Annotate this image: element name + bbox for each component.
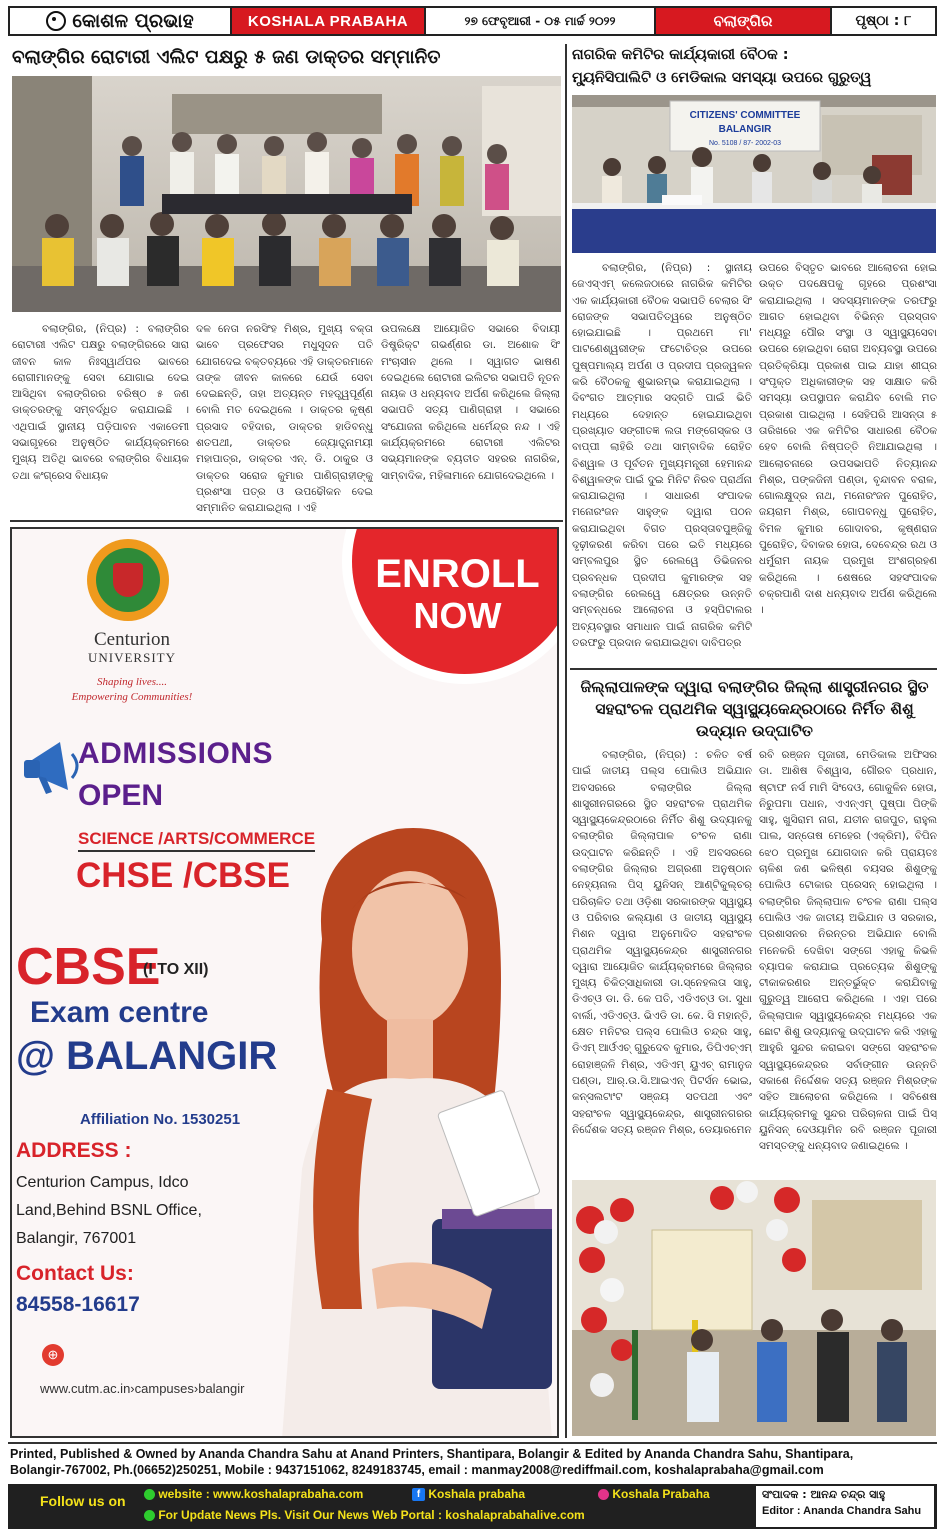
streams-text: SCIENCE /ARTS/COMMERCE — [78, 829, 315, 852]
university-word: UNIVERSITY — [88, 650, 176, 665]
globe-icon: ⊕ — [42, 1344, 64, 1366]
address-line-2: Land,Behind BSNL Office, — [16, 1202, 202, 1219]
story1-headline: ବଲାଙ୍ଗିର ରୋଟାରୀ ଏଲିଟ ପକ୍ଷରୁ ୫ ଜଣ ଡାକ୍ତର ସମ୍ମାନିତ — [12, 47, 441, 68]
banner-subtitle: BALANGIR — [718, 124, 772, 135]
imprint — [10, 1446, 935, 1478]
footer-facebook-row — [412, 1487, 525, 1501]
imprint-line-2: Bolangir-767002, Ph.(06652)250251, Mobile : 9437151062, 8249183745, email : manmay2008@rediffmail.com, koshalaprabaha@gmail.com — [10, 1463, 824, 1477]
masthead-logo-icon — [46, 11, 66, 31]
editor-box — [756, 1486, 934, 1527]
affiliation-number: Affiliation No. 1530251 — [80, 1111, 241, 1128]
address-line-1: Centurion Campus, Idco — [16, 1174, 189, 1191]
boards-text: CHSE /CBSE — [76, 856, 290, 895]
banner-title: CITIZENS' COMMITTEE — [689, 110, 801, 121]
story1-column-3: ଉପଲକ୍ଷେ ଆୟୋଜିତ ସଭାରେ ବିଦାୟୀ ଡିଷ୍ଟ୍ରିକ୍ଟ ଗଭର୍ଣ୍ଣର ଡା. ଅଶୋକ ସିଂ ମଂଚାସୀନ ଥିଲେ । ସ୍ୱାଗତ ଭାଷଣ ଦେଇଥିଲେ ରୋଟାରୀ ଇଲିଟର ସଭାପତି ନୂତନ ନାୟକ ଓ ଧନ୍ୟବାଦ ଅର୍ପଣ କରିଥିଲେ ଜିଲ୍ଲା ସଭାପତି ସତ୍ୟ ପାଣିଗ୍ରାହୀ । ସଭାରେ ସଂଯୋଜନା କରିଥିଲେ ଧର୍ମେନ୍ଦ୍ର ନନ୍ଦ । ଏହି କାର୍ଯ୍ୟକ୍ରମରେ ରୋଟାରୀ ଏଲିଟର ସଭ୍ୟମାନଙ୍କ ବ୍ୟତୀତ ସହରର ନାଗରିକ, ସାମ୍ବାଦିକ, ମହିଳାମାନେ ଯୋଗଦେଇଥିଲେ । — [381, 323, 560, 482]
cbse-text: CBSE — [16, 938, 161, 996]
issue-date: ୨୭ ଫେବୃଆରୀ - ୦୫ ମାର୍ଚ୍ଚ ୨୦୨୨ — [426, 8, 656, 34]
imprint-line-1: Printed, Published & Owned by Ananda Chandra Sahu at Anand Printers, Shantipara, Bolangir & Edited by Ananda Chandra Sahu, Shantipara, — [10, 1447, 854, 1461]
address-line-3: Balangir, 767001 — [16, 1230, 137, 1247]
masthead — [8, 6, 937, 36]
editor-odia: ସଂପାଦକ : ଆନନ୍ଦ ଚନ୍ଦ୍ର ସାହୁ — [762, 1488, 886, 1501]
footer-instagram[interactable]: Koshala Prabaha — [612, 1487, 710, 1501]
enroll-text: ENROLL — [375, 552, 540, 596]
story3-column-1: ବଲାଙ୍ଗିର, (ନିପ୍ର) : ଚଳିତ ବର୍ଷ ପାଇଁ ଜାତୀୟ ପଲ୍ସ ପୋଲିଓ ଅଭିଯାନ ଅବସରରେ ବଲାଙ୍ଗିର ଜିଲ୍ଲା ଶାସ୍ତ୍ରୀନଗରରେ ସ୍ଥିତ ସହରାଂଚଳ ପ୍ରାଥମିକ ସ୍ୱାସ୍ଥ୍ୟକେନ୍ଦ୍ରଠାରେ ନିର୍ମିତ ଶିଶୁ ଉଦ୍ୟାନକୁ ବଲାଙ୍ଗିର ଜିଲ୍ଲାପାଳ ଚଂଚଳ ରାଣା ଉଦ୍‌ଘାଟନ କରିଛନ୍ତି । ଏହି ଅବସରରେ ବଲାଙ୍ଗିର ଜିଲ୍ଲାର ଅଗ୍ରଣୀ ଅନୁଷ୍ଠାନ ନେହ୍ୟନାଲ ପିସ୍ ୟୁନିସନ୍ ଆଣ୍ଟିକୁଲ୍ଚର୍ ପରିଚାଳିତ ତଥା ଓଡ଼ିଶା ସରକାରଙ୍କ ସ୍ୱାସ୍ଥ୍ୟ ଓ ପରିବାର କଲ୍ୟାଣ ଓ ଜାତୀୟ ସ୍ୱାସ୍ଥ୍ୟ ମିଶନ ଦ୍ୱାରା ଅନୁମୋଦିତ ସହରାଂଚଳ ପ୍ରାଥମିକ ସ୍ୱାସ୍ଥ୍ୟକେନ୍ଦ୍ର ଶାସ୍ତ୍ରୀନଗର ଦ୍ୱାରା ଆୟୋଜିତ କାର୍ଯ୍ୟକ୍ରମରେ ଜିଲ୍ଲାର ମୁଖ୍ୟ ଚିକିତ୍ସାଧିକାରୀ ଡା.ସ୍ନେହଲତା ସାହୁ, ଡିଏଚ୍ଓ ଡା. ଡି. କେ ପତି, ଏଡିଏଚ୍ଓ ଡା. ସୁଧା ବାର୍ଲା, ଏଡିଏଚ୍ଓ. ଭିଏଡି ଡା. କେ. ସି ମହାନ୍ତି, କ୍ଷେତ ମନିଟର ପଲ୍ସ ପୋଲିଓ ଚନ୍ଦ୍ର ସାହୁ, ଡିଏମ୍ ଆର୍ଓଏଚ୍ ଗୁରୁଦେବ କୁମାର, ଡିପିଏଚ୍ଏମ୍ ରୋହାଞ୍ଜଳି ମିଶ୍ର, ଏଡିଏମ୍ ୟୁଏଚ୍ ରାମାନୁଜ ପଣ୍ଡା, ଆର୍.ଉ.ସି.ଆଇଏନ୍ ପିଟର୍ସନ ଭୋଇ, କନ୍ସଲଟାଂଟ ସଞ୍ଜୟ ସତପଥୀ ଏବଂ ସହରାଂଚଳ ସ୍ୱାସ୍ଥ୍ୟକେନ୍ଦ୍ର, ଶାସ୍ତ୍ରୀନଗରର ନିର୍ଦ୍ଦେଶକ ସତ୍ୟ ରଞ୍ଜନ ମିଶ୍ର, ଡେୟାରମେନ — [572, 749, 752, 1136]
story2-headline-line2: ମ୍ୟୁନିସିପାଲିଟି ଓ ମେଡିକାଲ ସମସ୍ୟା ଉପରେ ଗୁରୁତ୍ୱ — [572, 70, 872, 86]
story1-column-2: ଦଳ ନେତା ନରସିଂହ ମିଶ୍ର, ମୁଖ୍ୟ ବକ୍ତା ଭାବେ ପ୍ରଫେସର ମଧୁସୂଦନ ପତି ଯୋଗଦେଇ ବକ୍ତବ୍ୟରେ ଏହି ଡାକ୍ତରମାନେ ତାଙ୍କ ଜୀବନ କାଳରେ ଯେଉଁ ସେବା ଦେଇଛନ୍ତି, ତାହା ଅତ୍ୟନ୍ତ ମହତ୍ତ୍ୱପୂର୍ଣ୍ଣ ବୋଲି ମତ ଦେଇଥିଲେ । ଡାକ୍ତର କୃଷ୍ଣ ପ୍ରସାଦ ବହିଦାର, ଡାକ୍ତର ହାଡିବନ୍ଧୁ ଶତପଥୀ, ଡାକ୍ତର ଜ୍ୟୋତ୍ସ୍ନାମୟୀ ମହାପାତ୍ର, ଡାକ୍ତର ଏନ୍. ଡି. ଠାକୁର ଓ ଡାକ୍ତର ସରୋଜ କୁମାର ପାଣିଗ୍ରାହୀଙ୍କୁ ପ୍ରଶଂସା ପତ୍ର ଓ ଉପଢୌକନ ଦେଇ ସମ୍ମାନିତ କରାଯାଇଥିଲା । ଏହି — [196, 323, 373, 515]
story1-column-1: ବଲାଙ୍ଗିର, (ନିପ୍ର) : ବଲାଙ୍ଗିର ରୋଟାରୀ ଏଲିଟ ପକ୍ଷରୁ ବଲାଙ୍ଗିରରେ ସାରା ଜୀବନ କାଳ ନିଃସ୍ୱାର୍ଥପର ଭାବରେ ରୋଗୀମାନଙ୍କୁ ସେବା ଯୋଗାଇ ଦେଇ ଆସିଥିବା ବଲାଙ୍ଗିରର ବରିଷ୍ଠ ୫ ଜଣ ଡାକ୍ତରଙ୍କୁ ସମ୍ବର୍ଦ୍ଧିତ କରାଯାଇଛି । ଏଥିପାଇଁ ସ୍ଥାନୀୟ ପଡ଼ିପାବନ ଏକାଡେମୀ ସଭାଗୃହରେ ଅନୁଷ୍ଠିତ କାର୍ଯ୍ୟକ୍ରମରେ ମୁଖ୍ୟ ଅତିଥି ଭାବରେ ବଲାଙ୍ଗିର ବିଧାୟକ ତଥା କଂଗ୍ରେସ ବିଧାୟକ — [12, 323, 189, 482]
website-dot-icon — [144, 1489, 155, 1500]
follow-label: Follow us on — [40, 1493, 126, 1509]
banner-number: No. 5108 / 87- 2002-03 — [709, 140, 781, 147]
story2-photo — [572, 95, 936, 253]
university-name: Centurion — [94, 629, 170, 650]
paper-name-odia: କୋଶଳ ପ୍ରଭାହ — [72, 10, 194, 32]
story2-headline-line1: ନାଗରିକ କମିଟିର କାର୍ଯ୍ୟକାରୀ ବୈଠକ : — [572, 47, 789, 63]
tagline-1: Shaping lives.... — [97, 676, 167, 688]
megaphone-icon — [20, 732, 85, 802]
enroll-now-text: NOW — [413, 595, 502, 636]
instagram-icon — [598, 1489, 609, 1500]
column-divider — [565, 44, 567, 1438]
portal-dot-icon — [144, 1510, 155, 1521]
open-text: OPEN — [78, 779, 164, 812]
story3-photo — [572, 1180, 936, 1436]
story3-headline: ଜିଲ୍ଲାପାଳଙ୍କ ଦ୍ୱାରା ବଲାଙ୍ଗିର ଜିଲ୍ଲା ଶାସ୍ତ୍ରୀନଗର ସ୍ଥିତ ସହରାଂଚଳ ପ୍ରାଥମିକ ସ୍ୱାସ୍ଥ୍ୟକେନ୍ଦ୍ରଠାରେ ନିର୍ମିତ ଶିଶୁ ଉଦ୍ୟାନ ଉଦ୍‌ଘାଟିତ — [580, 678, 929, 740]
balangir-text: @ BALANGIR — [16, 1034, 278, 1078]
editor-english: Editor : Ananda Chandra Sahu — [762, 1505, 922, 1517]
story2-divider — [570, 668, 937, 670]
edition-place: ବଲାଙ୍ଗିର — [656, 8, 832, 34]
footer-divider — [8, 1442, 937, 1444]
student-image — [282, 789, 559, 1438]
exam-centre-text: Exam centre — [30, 996, 209, 1029]
footer-website[interactable]: website : www.koshalaprabaha.com — [158, 1487, 364, 1501]
ad-website[interactable]: www.cutm.ac.in›campuses›balangir — [40, 1381, 245, 1396]
story2-column-1: ବଲାଙ୍ଗିର, (ନିପ୍ର) : ସ୍ଥାନୀୟ ଜେଏସ୍ଏମ୍ କଲେଜଠାରେ ନାଗରିକ କମିଟିର ଏକ କାର୍ଯ୍ୟକାରୀ ବୈଠକ ସଭାପତି ବେଲାର ସିଂ ରୋଜଙ୍କ ସଭାପତିତ୍ୱରେ ଅନୁଷ୍ଠିତ ହୋଇଯାଇଛି । ପ୍ରଥମେ ମା' ପାଟଣେଶ୍ୱରୀଙ୍କ ଫଟୋଚିତ୍ର ଉପରେ ପୁଷ୍ପମାଲ୍ୟ ଅର୍ପଣ ଓ ପ୍ରଦୀପ ପ୍ରଜ୍ୱଳନ କରି ବୈଠକକୁ ଶୁଭାରମ୍ଭ କରାଯାଇଥିଲା । ଦିବଂଗତ ଆତ୍ମାର ସଦ୍‌ଗତି ପାଇଁ ଭିତି ମଧ୍ୟରେ ଦେହାନ୍ତ ହୋଇଯାଇଥିବା ପ୍ରଖ୍ୟାତ ସଙ୍ଗୀତଜ୍ଞ ଲତା ମଙ୍ଗେସ୍କର ଓ ବାପ୍ପୀ ଲାହିରି ତଥା ସାମ୍ବାଦିକ ରୋହିତ ବିଶ୍ୱାଳ ଓ ପୂର୍ବତନ ମୁଖ୍ୟମନ୍ତ୍ରୀ ହେମାନନ୍ଦ ବିଶ୍ୱାଳଙ୍କ ପାଇଁ ଦୁଇ ମିନିଟ ନିରବ ପ୍ରାର୍ଥନା କରାଯାଇଥିଲା । ସାଧାରଣ ସଂପାଦକ ମନୋରଂଜନ ସାହୁଙ୍କ ଦ୍ୱାରା ପଠନ କରାଯାଇଥିବା ବିଗତ ପ୍ରସ୍ତାବପୁଞ୍ଜିକୁ ଦୃଢ଼ୀକରଣ କରିବା ପରେ ଇତି ମଧ୍ୟରେ ସମ୍ବଲପୁର ସ୍ଥିତ ରେଲୱେ ଡିଭିଜନର ପ୍ରବନ୍ଧକ ପ୍ରଦୀପ କୁମାରଙ୍କ ସହ ବଲାଙ୍ଗିର ରେଲୱେ କ୍ଷେତ୍ରର ଉନ୍ନତି ସମ୍ବନ୍ଧରେ ଆଲୋଚନା ଓ ହସ୍ପିଟାଲର ଅବ୍ୟବସ୍ଥାର ସମାଧାନ ପାଇଁ ନାଗରିକ କମିଟି ତରଫରୁ ପ୍ରଦାନ କରାଯାଇଥିବା ଦାବିପତ୍ର — [572, 262, 752, 649]
story1-divider — [10, 520, 563, 522]
address-heading: ADDRESS : — [16, 1139, 132, 1162]
footer-portal-row — [144, 1508, 585, 1522]
tagline-2: Empowering Communities! — [71, 691, 193, 703]
university-seal — [87, 539, 169, 621]
masthead-logo — [10, 8, 232, 34]
contact-heading: Contact Us: — [16, 1262, 134, 1285]
advertisement — [10, 527, 559, 1438]
footer-facebook[interactable]: Koshala prabaha — [428, 1487, 526, 1501]
story3-column-2: ରବି ରଞ୍ଜନ ପୂଜାରୀ, ମେଡିକାଲ ଅଫିସର ଡା. ଆଶିଷ ବିଶ୍ୱାସ, ଗୌରବ ପ୍ରଧାନ, ଷ୍ଟାଫ ନର୍ସ ମାମି ସିଂଦେଓ, ଗୋକୁଳିନ ହୋତା, ନିରୁପମା ପଧାନ, ଏଏନ୍ଏମ୍ ପୁଷ୍ପା ପିଙ୍କି ସାହୁ, ଖୁସିରାମ ନାଗ, ଯତୀନ ରାଜପୁତ, ରାହୁଲ ପାଲ, ସନ୍ତୋଷ ମେହେର (ଏକ୍ରିମ), ବିପିନ ଝେଠ ପ୍ରମୁଖ ଯୋଗଦାନ କରି ପ୍ରାୟତଃ ଚାଳିଶ ଜଣ ଭଳିଷ୍ଣ ବୟସର ଶିଶୁଙ୍କୁ ପୋଲିଓ ଟୋକାର ପ୍ରେସନ୍ ହୋଇଥିଲା । ବଲାଙ୍ଗିର ଜିଲ୍ଲାପାଳ ଚଂଚଳ ରାଣା ପଲ୍ସ ପୋଲିଓ ଏକ ଜାତୀୟ ଅଭିଯାନ ଓ ସରକାର, ପ୍ରଶାସନର ନିରନ୍ତର ଅଭିଯାନ ବୋଲି ମନେକରି ଦେଖିବା ସଙ୍ଗେ ଏହାକୁ କିଭଳି ବ୍ୟାପକ କରାଯାଇ ପ୍ରତ୍ୟେକ ଶିଶୁଙ୍କୁ ଟୀକାକରଣର ଅନ୍ତର୍ଭୁକ୍ତ କରାଯିବାକୁ ଗୁରୁତ୍ୱ ଆରୋପ କରିଥିଲେ । ଏହା ପରେ ଜିଲ୍ଲାପାଳ ସ୍ୱାସ୍ଥ୍ୟକେନ୍ଦ୍ର ମଧ୍ୟରେ ଏକ ଛୋଟ ଶିଶୁ ଉଦ୍ୟାନକୁ ଉଦ୍‌ଘାଟନ କରି ଏହାକୁ ଆହୁରି ସୁନ୍ଦର କରାଇବା ସଙ୍ଗେ ସହରାଂଚଳ ସ୍ୱାସ୍ଥ୍ୟକେନ୍ଦ୍ରର ସର୍ବାଙ୍ଗୀନ ଉନ୍ନତି ସକାଶେ ନିର୍ଦ୍ଦେଶକ ସତ୍ୟ ରଞ୍ଜନ ମିଶ୍ରଙ୍କ ସହିତ ଆଲୋଚନା କରିଥିଲେ । ସବିଶେଷ କାର୍ଯ୍ୟକ୍ରମକୁ ସୁନ୍ଦର ପରିଚାଳନା ପାଇଁ ପିସ୍ ୟୁନିସନ୍ ଦେଓୟାମିନ ରବି ରଞ୍ଜନ ପୂଜାରୀ ସମସ୍ତଙ୍କୁ ଧନ୍ୟବାଦ ଜଣାଇଥିଲେ । — [759, 749, 937, 1153]
footer-instagram-row — [598, 1487, 710, 1501]
admissions-text: ADMISSIONS — [78, 737, 274, 770]
cbse-range: (I TO XII) — [143, 961, 209, 978]
paper-name-english: KOSHALA PRABAHA — [232, 8, 426, 34]
page-number: ପୃଷ୍ଠା : ୮ — [855, 13, 912, 29]
footer-portal[interactable]: For Update News Pls. Visit Our News Web Portal : koshalaprabahalive.com — [158, 1508, 585, 1522]
address-block — [16, 1169, 202, 1253]
footer-website-row — [144, 1487, 363, 1501]
facebook-icon: f — [412, 1488, 425, 1501]
story1-photo — [12, 76, 561, 312]
story2-column-2: ଉପରେ ବିସ୍ତୃତ ଭାବରେ ଆଲୋଚନା ହୋଇ ଉକ୍ତ ପଦକ୍ଷେପକୁ ଗୃହରେ ପ୍ରଶଂସା କରାଯାଇଥିଲା । ସଦସ୍ୟମାନଙ୍କ ତରଫରୁ ଆଗତ ହୋଇଥିବା ବିଭିନ୍ନ ପ୍ରସ୍ତାବ ମଧ୍ୟରୁ ପୌର ସଂସ୍ଥା ଓ ସ୍ୱାସ୍ଥ୍ୟସେବା ଉପରେ ହୋଇଥିବା ରୋଗ ଅବ୍ୟବସ୍ଥା ଉପରେ ପ୍ରତିକ୍ରିୟା ପ୍ରକାଶ ପାଇ ଯାହା ଶୀଘ୍ର ସଂପୃକ୍ତ ଅଧିକାରୀଙ୍କ ସହ ସାକ୍ଷାତ କରି ସମସ୍ୟା ଉପସ୍ଥାପନ କରାଯିବ ବୋଲି ମତ ପ୍ରକାଶ ପାଇଥିଲା । ସେହିପରି ଆସନ୍ତା ୫ ତାରିଖରେ ଏକ କମିଟିର ସାଧାରଣ ବୈଠକ ହେବ ବୋଲି ନିଷ୍ପତ୍ତି ନିଆଯାଇଥିଲା । ଆଲୋଚନାରେ ଉପସଭାପତି ନିତ୍ୟାନନ୍ଦ ମିଶ୍ର, ପଙ୍କଜିନୀ ପଣ୍ଡା, ବୃନ୍ଦାବନ ବରାଳ, ଗୋଲକ୍ଷୁଦ୍ର ନାଥ, ମନୋରଂଜନ ପୁରୋହିତ, ଜୟରାମ ମିଶ୍ର, ଗୋପବନ୍ଧୁ ପୁରୋହିତ, ବିମଳ କୁମାର ଗୋଦାବର, କୃଷ୍ଣରାଜ ପୁରୋହିତ, ଦିବାକର ହୋତା, ଦେବେନ୍ଦ୍ର ରଥ ଓ ଧର୍ମୁରାମ ନାୟକ ପ୍ରମୁଖ ଅଂଶଗ୍ରହଣ କରିଥିଲେ । ଶେଷରେ ସହସଂପାଦକ ଚକ୍ରପାଣି ଦାଶ ଧନ୍ୟବାଦ ଅର୍ପଣ କରିଥିଲେ । — [759, 262, 937, 617]
contact-phone[interactable]: 84558-16617 — [16, 1293, 140, 1316]
footer-bar — [8, 1484, 937, 1529]
